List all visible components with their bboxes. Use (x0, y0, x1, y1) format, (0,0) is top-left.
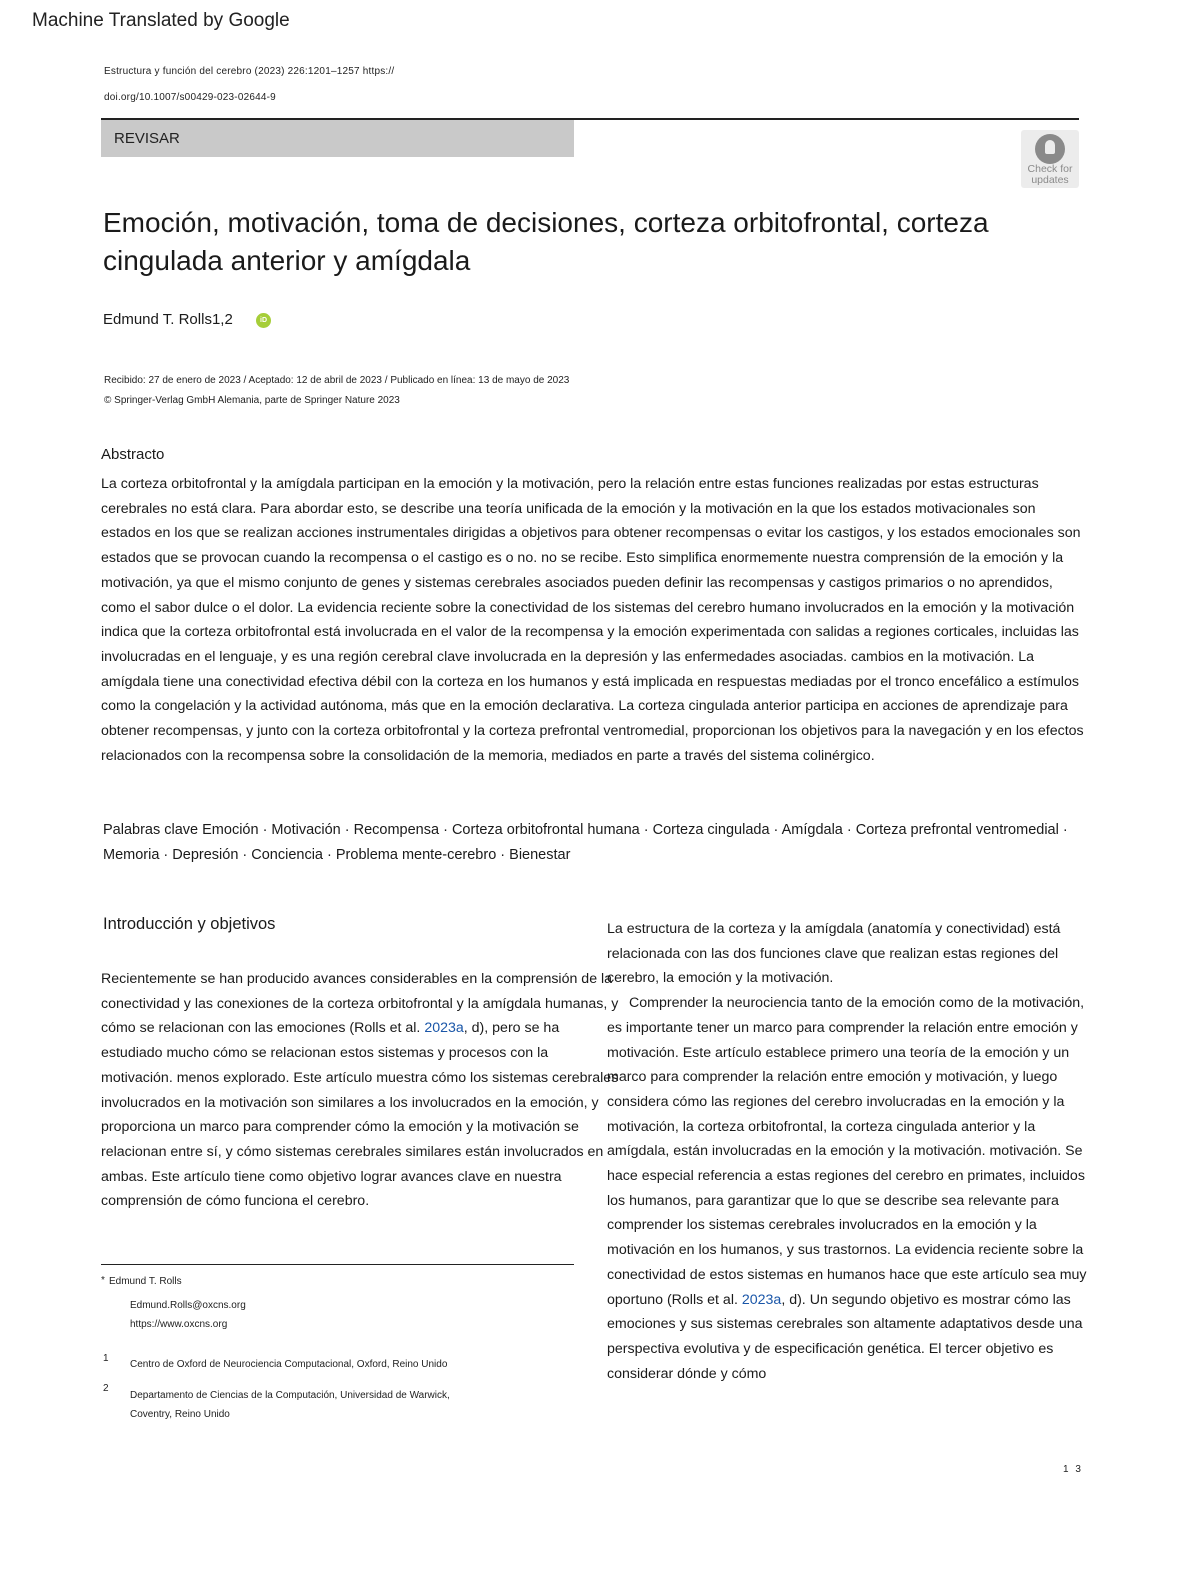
check-for-updates-label: Check for updates (1027, 163, 1073, 186)
affiliation-1: Centro de Oxford de Neurociencia Computacional, Oxford, Reino Unido (130, 1359, 448, 1370)
corresponding-mark: * (101, 1275, 105, 1286)
affiliation-mark-1: 1 (103, 1353, 109, 1364)
affiliation-2-line-1: Departamento de Ciencias de la Computación, Universidad de Warwick, (130, 1390, 450, 1401)
section-heading-introduction: Introducción y objetivos (103, 915, 276, 933)
affiliation-2-line-2: Coventry, Reino Unido (130, 1409, 230, 1420)
author-name[interactable]: Edmund T. Rolls1,2 (103, 311, 233, 328)
author-website[interactable]: https://www.oxcns.org (130, 1319, 228, 1330)
keywords: Palabras clave Emoción · Motivación · Recompensa · Corteza orbitofrontal humana · Corteza cingulada · Amígdala · Corteza prefrontal ventromedial · Memoria · Depresión · Conciencia · Problema mente-cerebro · Bienestar (103, 822, 1068, 863)
intro-right-paragraph-2 (607, 991, 1087, 1386)
abstract-heading: Abstracto (101, 446, 165, 463)
intro-right-text-a: Comprender la neurociencia tanto de la emoción como de la motivación, es importante tener un marco para comprender la relación entre emoción y motivación. Este artículo establece primero una teoría de la emoción y un marco para comprender la relación entre emoción y motivación, y luego considera cómo las regiones del cerebro involucradas en la emoción y la motivación, la corteza orbitofrontal, la corteza cingulada anterior y la amígdala, están involucradas en la emoción y la motivación. motivación. Se hace especial referencia a estas regiones del cerebro en primates, incluidos los humanos, para garantizar que lo que se describe sea relevante para comprender los sistemas cerebrales involucrados en la emoción y la motivación en los humanos, y sus trastornos. La evidencia reciente sobre la conectividad de estos sistemas en humanos hace que este artículo sea muy oportuno (Rolls et al. (607, 995, 1087, 1308)
abstract-text: La corteza orbitofrontal y la amígdala participan en la emoción y la motivación, pero la relación entre estas funciones realizadas por estas estructuras cerebrales no está clara. Para abordar esto, se describe una teoría unificada de la emoción y la motivación en la que los estados motivacionales son estados en los que se realizan acciones instrumentales dirigidas a objetivos para obtener recompensas o evitar los castigos, y los estados emocionales son estados que se provocan cuando la recompensa o el castigo es o no. no se recibe. Esto simplifica enormemente nuestra comprensión de la emoción y la motivación, ya que el mismo conjunto de genes y sistemas cerebrales asociados pueden definir las recompensas y castigos primarios o no aprendidos, como el sabor dulce o el dolor. La evidencia reciente sobre la conectividad de los sistemas del cerebro humano involucrados en la emoción y la motivación indica que la corteza orbitofrontal está involucrada en el valor de la recompensa y la emoción experimentada con salidas a regiones corticales, incluidas las involucradas en el lenguaje, y es una región cerebral clave involucrada en la depresión y las enfermedades asociadas. cambios en la motivación. La amígdala tiene una conectividad efectiva débil con la corteza en los humanos y está implicada en respuestas mediadas por el tronco encefálico a estímulos como la congelación y la actividad autónoma, más que en la emoción declarativa. La corteza cingulada anterior participa en acciones de aprendizaje para obtener recompensas, y junto con la corteza orbitofrontal y la corteza prefrontal ventromedial, proporcionan los objetivos para la navegación y en los efectos relacionados con la recompensa sobre la consolidación de la memoria, mediados en parte a través del sistema colinérgico. (101, 476, 1084, 764)
intro-right-column (607, 917, 1087, 1386)
author-email[interactable]: Edmund.Rolls@oxcns.org (130, 1300, 246, 1311)
check-for-updates-badge[interactable] (1021, 130, 1079, 188)
intro-right-paragraph-1: La estructura de la corteza y la amígdala (anatomía y conectividad) está relacionada con las dos funciones clave que realizan estas regiones del cerebro, la emoción y la motivación. (607, 921, 1061, 987)
doi-link[interactable]: doi.org/10.1007/s00429-023-02644-9 (104, 92, 276, 103)
citation-link[interactable]: 2023a (424, 1020, 464, 1037)
page-number: 1 3 (1063, 1464, 1083, 1475)
intro-right-text-b: , d). Un segundo objetivo es mostrar cómo las emociones y sus sistemas cerebrales son altamente adaptativos desde una perspectiva evolutiva y de especificación genética. El tercer objetivo es considerar dónde y cómo (607, 1291, 1083, 1382)
orcid-icon[interactable]: iD (256, 313, 271, 328)
publication-dates: Recibido: 27 de enero de 2023 / Aceptado: 12 de abril de 2023 / Publicado en línea: 13 de mayo de 2023 (104, 375, 570, 386)
article-type-label: REVISAR (114, 130, 180, 147)
footnote-rule (101, 1264, 574, 1265)
citation-link[interactable]: 2023a (741, 1291, 782, 1308)
intro-left-text-a: Recientemente se han producido avances considerables en la comprensión de la conectividad y las conexiones de la corteza orbitofrontal y la amígdala humanas, y cómo se relacionan con las emociones (Rolls et al. (101, 971, 619, 1037)
affiliation-mark-2: 2 (103, 1383, 109, 1394)
corresponding-author: Edmund T. Rolls (109, 1276, 182, 1287)
intro-left-column (101, 967, 621, 1214)
check-for-updates-icon (1035, 134, 1065, 164)
journal-citation: Estructura y función del cerebro (2023) 226:1201–1257 https:// (104, 66, 395, 77)
intro-left-text-b: , d), pero se ha estudiado mucho cómo se relacionan estos sistemas y procesos con la motivación. menos explorado. Este artículo muestra cómo los sistemas cerebrales involucrados en la motivación son similares a los involucrados en la emoción, y proporciona un marco para comprender cómo la emoción y la motivación se relacionan entre sí, y cómo sistemas cerebrales similares están involucrados en ambas. Este artículo tiene como objetivo lograr avances clave en nuestra comprensión de cómo funciona el cerebro. (101, 1020, 619, 1210)
copyright-notice: © Springer-Verlag GmbH Alemania, parte de Springer Nature 2023 (104, 395, 400, 406)
machine-translation-banner: Machine Translated by Google (32, 10, 290, 31)
article-title: Emoción, motivación, toma de decisiones, corteza orbitofrontal, corteza cingulada anterior y amígdala (103, 207, 989, 276)
